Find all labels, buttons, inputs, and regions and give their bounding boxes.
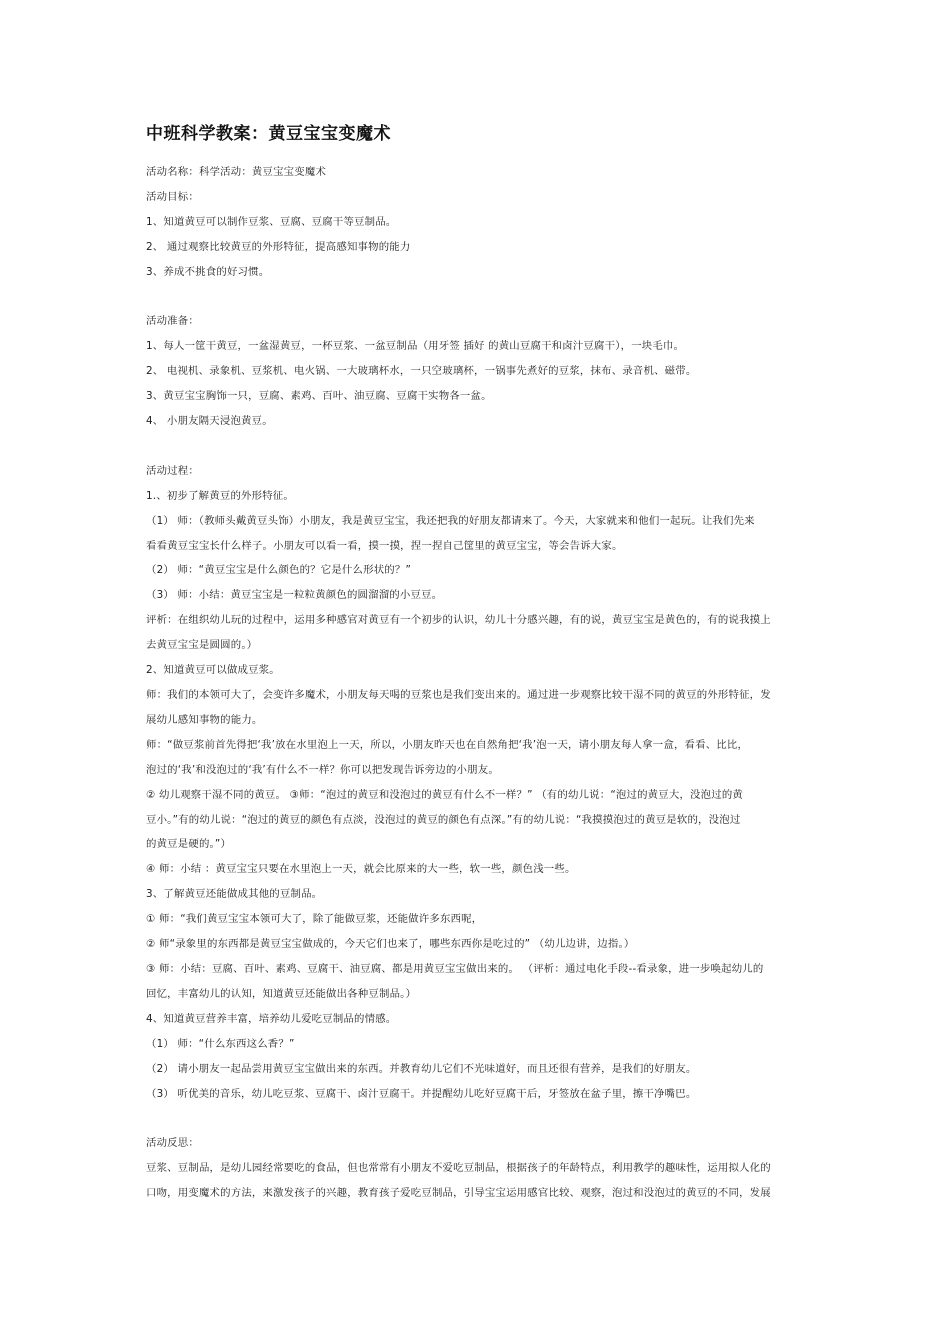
- text-line: 的黄豆是硬的。”）: [146, 838, 232, 851]
- text-line: ④ 师：小结 ：黄豆宝宝只要在水里泡上一天，就会比原来的大一些，软一些，颜色浅一些。: [146, 863, 576, 876]
- text-line: ② 幼儿观察干湿不同的黄豆。 ③师：“泡过的黄豆和没泡过的黄豆有什么不一样？” （有的幼儿说：“泡过的黄豆大，没泡过的黄: [146, 788, 743, 801]
- text-line: 泡过的‘我’和没泡过的‘我’有什么不一样？你可以把发现告诉旁边的小朋友。: [146, 763, 499, 776]
- text-line: 豆小。”有的幼儿说：“泡过的黄豆的颜色有点淡，没泡过的黄豆的颜色有点深。”有的幼儿说：“我摸摸泡过的黄豆是软的，没泡过: [146, 813, 741, 826]
- text-line: 活动反思：: [146, 1137, 199, 1150]
- text-line: 2、知道黄豆可以做成豆浆。: [146, 664, 280, 677]
- blank-line: [146, 285, 816, 310]
- text-line: （2） 师：“黄豆宝宝是什么颜色的？它是什么形状的？”: [146, 564, 412, 577]
- text-line: （2） 请小朋友一起品尝用黄豆宝宝做出来的东西。并教育幼儿它们不光味道好，而且还很有营养，是我们的好朋友。: [146, 1062, 697, 1075]
- text-line: （3） 师：小结：黄豆宝宝是一粒粒黄颜色的圆溜溜的小豆豆。: [146, 589, 443, 602]
- text-line: 1、知道黄豆可以制作豆浆、豆腐、豆腐干等豆制品。: [146, 215, 397, 228]
- text-line: 1.、初步了解黄豆的外形特征。: [146, 489, 294, 502]
- text-line: 活动目标：: [146, 190, 199, 203]
- text-line: 1、每人一筐干黄豆，一盆湿黄豆，一杯豆浆、一盆豆制品（用牙签 插好 的黄山豆腐干和卤汁豆腐干），一块毛巾。: [146, 340, 685, 353]
- text-line: 活动过程：: [146, 464, 199, 477]
- text-line: ③ 师：小结：豆腐、百叶、素鸡、豆腐干、油豆腐、都是用黄豆宝宝做出来的。 （评析：通过电化手段--看录象，进一步唤起幼儿的: [146, 962, 764, 975]
- document-page: [146, 122, 816, 1206]
- text-line: 评析：在组织幼儿玩的过程中，运用多种感官对黄豆有一个初步的认识，幼儿十分感兴趣，有的说，黄豆宝宝是黄色的，有的说我摸上: [146, 614, 771, 627]
- text-line: 师：我们的本领可大了，会变许多魔术，小朋友每天喝的豆浆也是我们变出来的。通过进一步观察比较干湿不同的黄豆的外形特征，发: [146, 689, 771, 701]
- text-line: 展幼儿感知事物的能力。: [146, 713, 263, 726]
- text-line: （3） 听优美的音乐，幼儿吃豆浆、豆腐干、卤汁豆腐干。并提醒幼儿吃好豆腐干后，牙签放在盆子里，擦干净嘴巴。: [146, 1087, 697, 1100]
- document-title: 中班科学教案：黄豆宝宝变魔术: [146, 124, 391, 144]
- text-line: ① 师：“我们黄豆宝宝本领可大了，除了能做豆浆，还能做许多东西呢，: [146, 913, 483, 926]
- text-line: 3、养成不挑食的好习惯。: [146, 265, 270, 278]
- text-line: （1） 师：（教师头戴黄豆头饰）小朋友，我是黄豆宝宝，我还把我的好朋友都请来了。今天，大家就来和他们一起玩。让我们先来: [146, 514, 755, 527]
- text-line: （1） 师：“什么东西这么香？”: [146, 1037, 295, 1050]
- text-line: 2、 电视机、录象机、豆浆机、电火锅、一大玻璃杯水，一只空玻璃杯，一锅事先煮好的豆浆，抹布、录音机、磁带。: [146, 365, 697, 378]
- text-line: 3、黄豆宝宝胸饰一只，豆腐、素鸡、百叶、油豆腐、豆腐干实物各一盆。: [146, 390, 492, 403]
- text-line: ② 师“录象里的东西都是黄豆宝宝做成的，今天它们也来了，哪些东西你是吃过的” （幼儿边讲，边指。）: [146, 938, 635, 951]
- blank-line: [146, 1106, 816, 1131]
- text-line: 回忆，丰富幼儿的认知，知道黄豆还能做出各种豆制品。）: [146, 987, 417, 1000]
- text-line: 去黄豆宝宝是圆圆的。）: [146, 639, 258, 652]
- document-body: [146, 160, 816, 1206]
- text-line: 豆浆、豆制品，是幼儿园经常要吃的食品，但也常常有小朋友不爱吃豆制品，根据孩子的年龄特点，利用教学的趣味性，运用拟人化的: [146, 1162, 771, 1175]
- text-line: 4、知道黄豆营养丰富，培养幼儿爱吃豆制品的情感。: [146, 1012, 397, 1025]
- text-line: 活动准备：: [146, 315, 199, 328]
- text-line: 看看黄豆宝宝长什么样子。小朋友可以看一看，摸一摸，捏一捏自己筐里的黄豆宝宝，等会告诉大家。: [146, 539, 623, 552]
- blank-line: [146, 434, 816, 459]
- text-line: 4、 小朋友隔天浸泡黄豆。: [146, 415, 273, 428]
- text-line: 口吻，用变魔术的方法，来激发孩子的兴趣，教育孩子爱吃豆制品，引导宝宝运用感官比较、观察，泡过和没泡过的黄豆的不同，发展: [146, 1187, 771, 1200]
- text-line: 2、 通过观察比较黄豆的外形特征，提高感知事物的能力: [146, 240, 411, 253]
- text-line: 师：“做豆浆前首先得把‘我’放在水里泡上一天，所以，小朋友昨天也在自然角把‘我’泡一天，请小朋友每人拿一盒，看看、比比，: [146, 738, 749, 751]
- text-line: 活动名称：科学活动：黄豆宝宝变魔术: [146, 166, 327, 178]
- text-line: 3、了解黄豆还能做成其他的豆制品。: [146, 888, 323, 901]
